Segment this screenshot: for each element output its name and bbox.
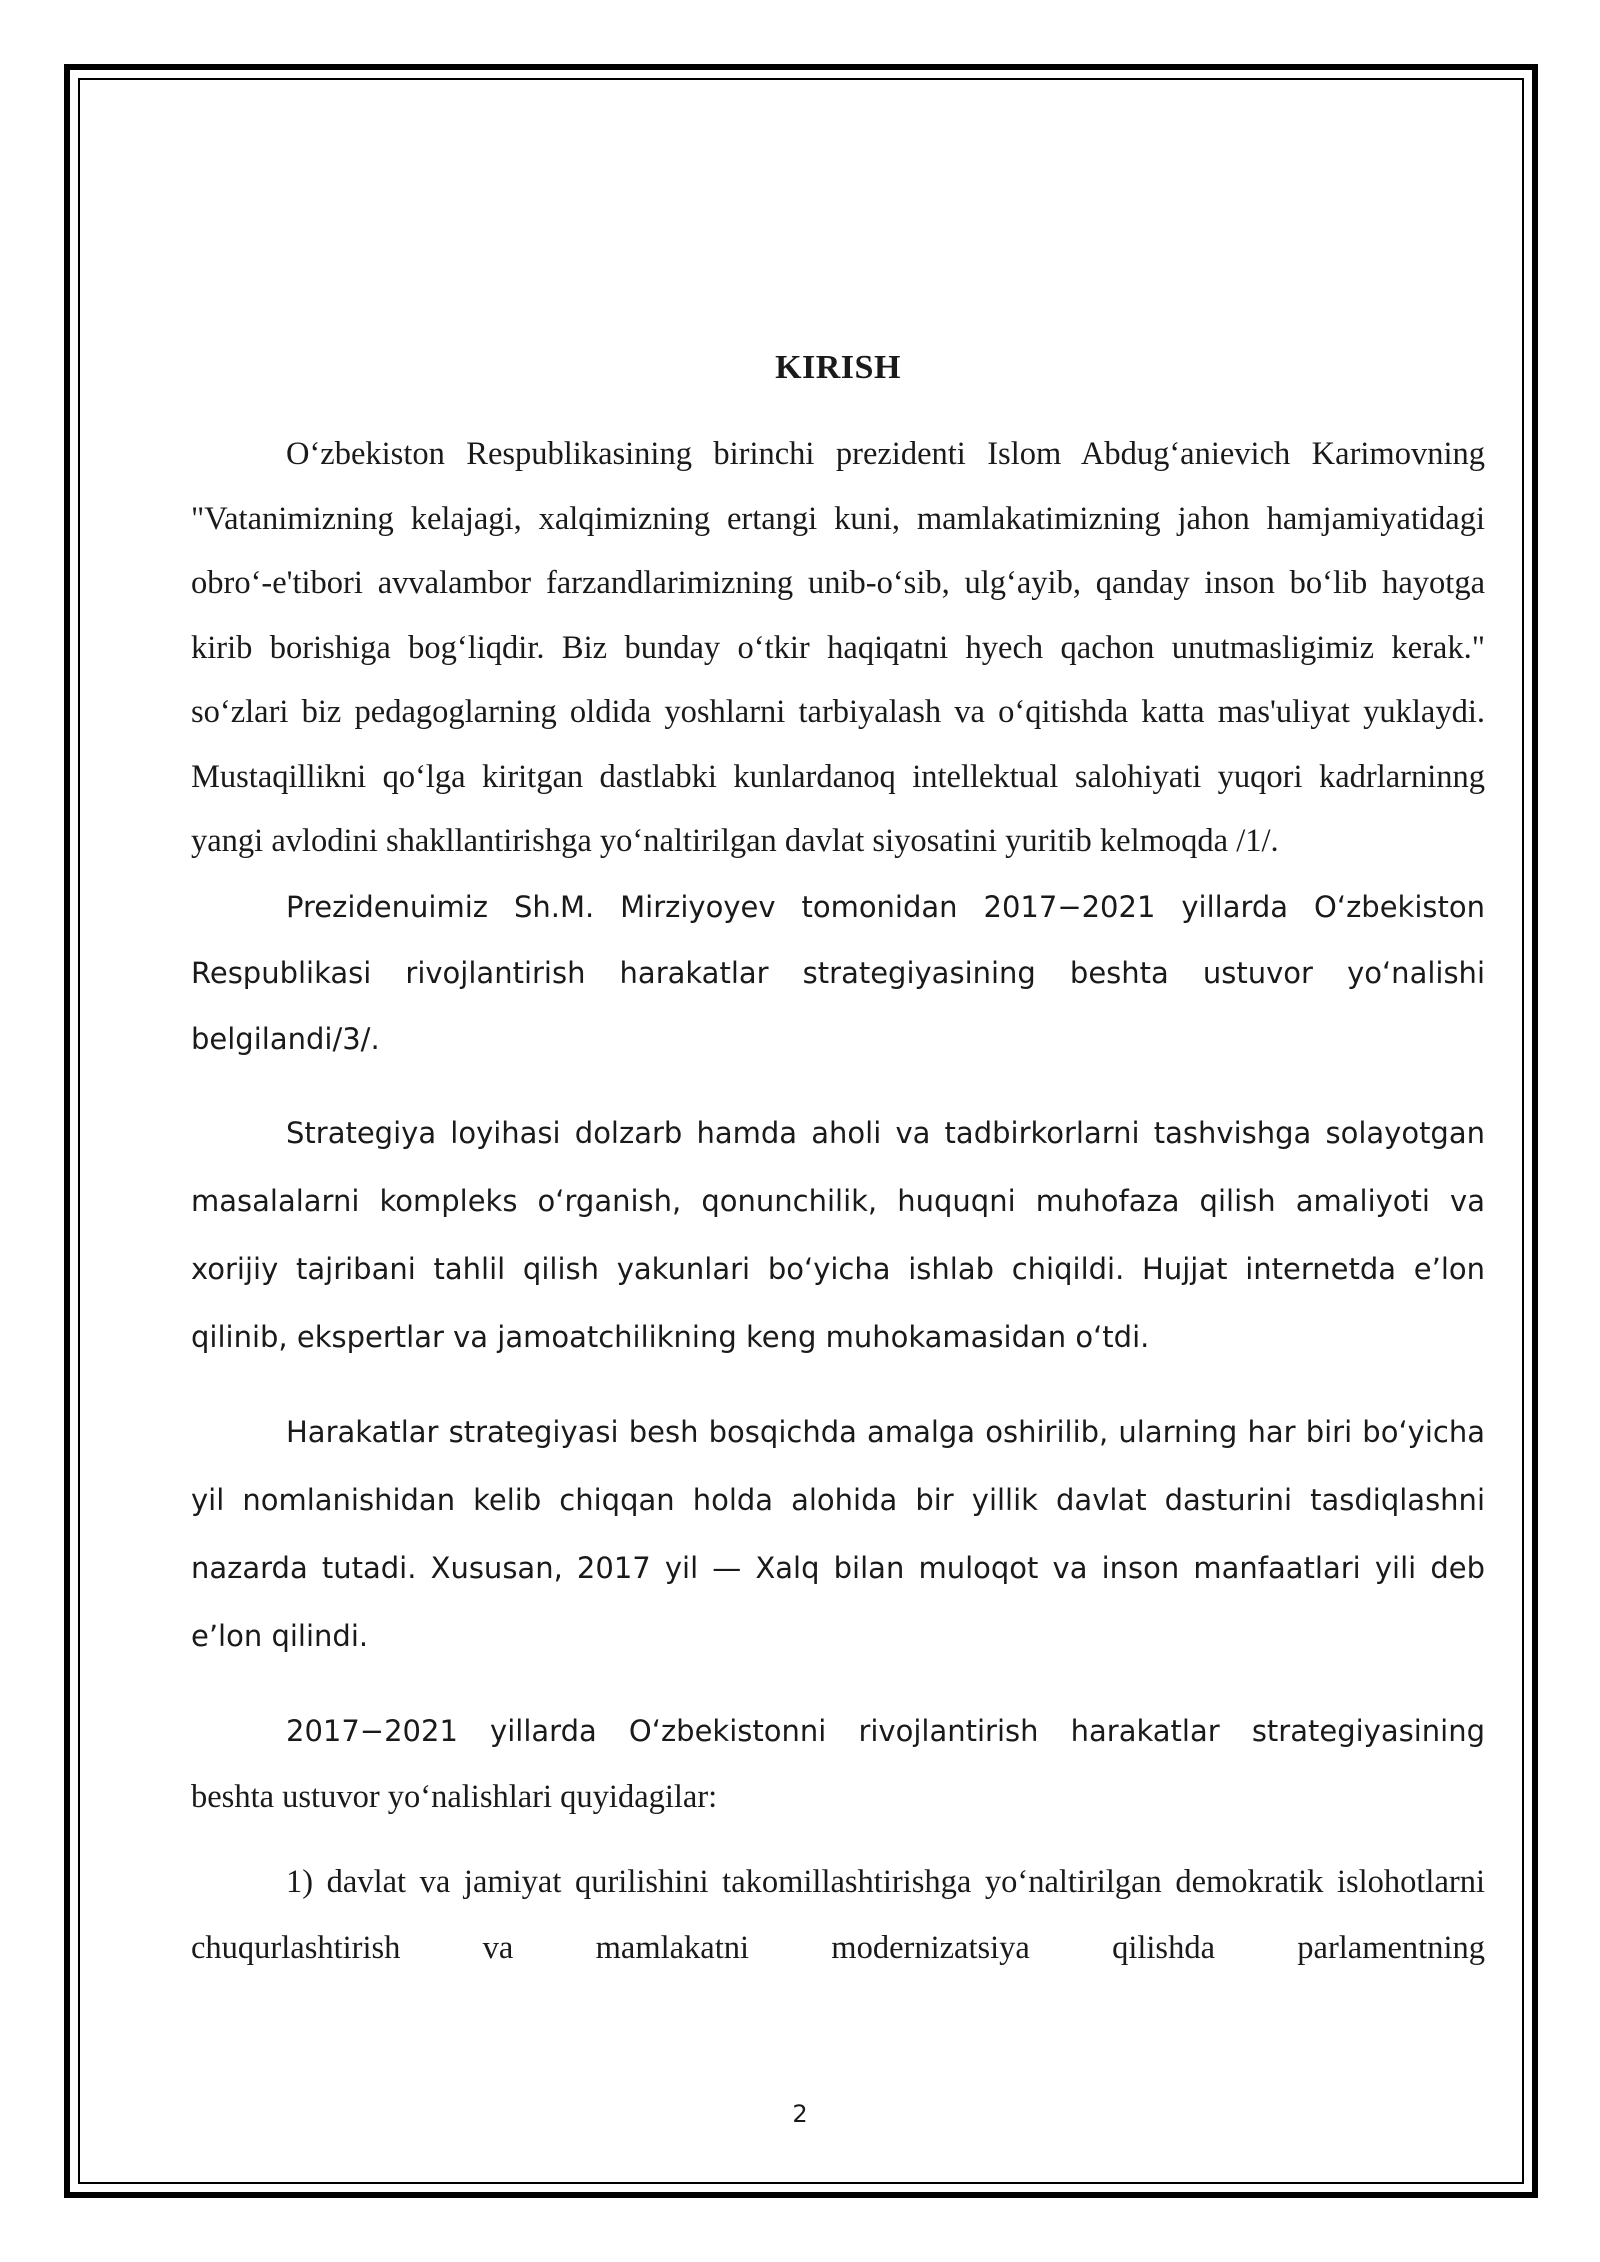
paragraph-priorities-lead: 2017−2021 yillarda O‘zbekistonni rivojlantirish harakatlar strategiyasining: [286, 1713, 1485, 1748]
paragraph-five-stages: Harakatlar strategiyasi besh bosqichda amalga oshirilib, ularning har biri bo‘yicha yil nomlanishidan kelib chiqqan holda alohida bir yillik davlat dasturini tasdiqlashni nazarda tutadi. Xususan, 2017 yil — Xalq bilan muloqot va inson manfaatlari yili deb e’lon qilindi.: [191, 1414, 1485, 1653]
section-title: KIRISH: [775, 349, 901, 386]
paragraph-president: Prezidenuimiz Sh.M. Mirziyoyev tomonidan 2017−2021 yillarda O‘zbekiston Respublikasi rivojlantirish harakatlar strategiyasining beshta ustuvor yo‘nalishi belgilandi/3/.: [191, 889, 1485, 1056]
page-number: 2: [792, 2100, 808, 2128]
list-item-1: 1) davlat va jamiyat qurilishini takomillashtirishga yo‘naltirilgan demokratik islohotlarni chuqurlashtirish va mamlakatni modernizatsiya qilishda parlamentning: [191, 1864, 1485, 1966]
document-body: [191, 338, 1485, 1981]
paragraph-priorities-lead-cont: beshta ustuvor yo‘nalishlari quyidagilar:: [191, 1778, 718, 1815]
paragraph-strategy-project: Strategiya loyihasi dolzarb hamda aholi va tadbirkorlarni tashvishga solayotgan masalalarni kompleks o‘rganish, qonunchilik, huquqni muhofaza qilish amaliyoti va xorijiy tajribani tahlil qilish yakunlari bo‘yicha ishlab chiqildi. Hujjat internetda e’lon qilinib, ekspertlar va jamoatchilikning keng muhokamasidan o‘tdi.: [191, 1115, 1485, 1354]
paragraph-intro: O‘zbekiston Respublikasining birinchi prezidenti Islom Abdug‘anievich Karimovning "Vatanimizning kelajagi, xalqimizning ertangi kuni, mamlakatimizning jahon hamjamiyatidagi obro‘-e'tibori avvalambor farzandlarimizning unib-o‘sib, ulg‘ayib, qanday inson bo‘lib hayotga kirib borishiga bog‘liqdir. Biz bunday o‘tkir haqiqatni hyech qachon unutmasligimiz kerak." so‘zlari biz pedagoglarning oldida yoshlarni tarbiyalash va o‘qitishda katta mas'uliyat yuklaydi. Mustaqillikni qo‘lga kiritgan dastlabki kunlardanoq intellektual salohiyati yuqori kadrlarninng yangi avlodini shakllantirishga yo‘naltirilgan davlat siyosatini yuritib kelmoqda /1/.: [191, 436, 1485, 859]
